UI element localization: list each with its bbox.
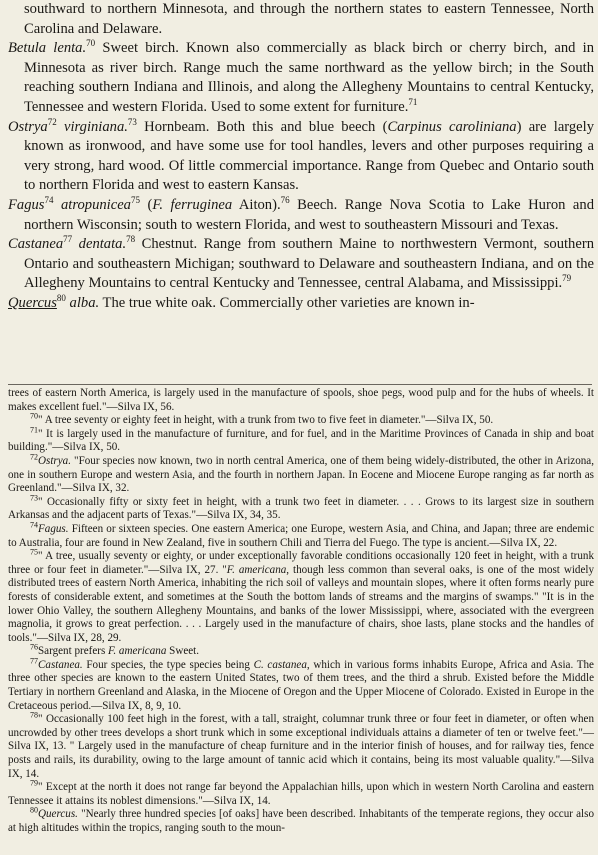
footnote-78 — [8, 710, 594, 781]
footnote-number: 78 — [30, 710, 38, 720]
footnote-genus: Castanea. — [38, 658, 83, 671]
footnote-text: Sargent prefers — [38, 645, 109, 658]
footnote-text: "Nearly three hundred species [of oaks] have been described. Inhabitants of the temperate regions, they occur also at high altitudes within the tropics, ranging south to the moun- — [8, 808, 594, 834]
footnote-number: 71 — [30, 425, 38, 435]
footnote-divider — [8, 384, 592, 385]
species-name: Carpinus caroliniana — [387, 118, 517, 135]
entry-quercus-alba — [8, 294, 594, 314]
footnote-species: F. americana — [108, 645, 167, 658]
footnote-73 — [8, 493, 594, 523]
footnote-text: Fifteen or sixteen species. One eastern America; one Europe, western Asia, and China, and Japan; three are endemic to Australia, four are found in New Zealand, five in southern Chili and Tierra del Fuego. The type is ancient.—Silva IX, 22. — [8, 522, 594, 549]
footnote-genus: Quercus. — [38, 808, 78, 821]
genus-name: Fagus — [8, 196, 45, 213]
footnote-ref: 71 — [408, 97, 418, 108]
entry-text: Sweet birch. Known also commercially as black birch or cherry birch, and in Minnesota as river birch. Range much the same northward as the yellow birch; in the South reaching southern Indiana and Illinois, and along the Allegheny Mountains to central Kentucky, Tennessee and western Florida. Used to some extent for furniture. — [24, 40, 594, 115]
genus-name: Quercus — [8, 294, 57, 311]
footnote-ref: 80 — [56, 293, 66, 304]
footnote-genus: Ostrya. — [38, 454, 71, 467]
entry-castanea-dentata — [8, 235, 594, 294]
footnote-80 — [8, 805, 594, 835]
footnote-text: " A tree seventy or eighty feet in height, with a trunk from two to five feet in diameter."—Silva IX, 50. — [38, 414, 494, 427]
footnotes — [8, 387, 594, 836]
entry-fagus-atropunicea — [8, 196, 594, 235]
footnote-text: " Occasionally fifty or sixty feet in height, with a trunk two feet in diameter. . . . Grows to its largest size in southern Arkansas and the adjacent parts of Texas."—Silva IX, 34, 35. — [8, 495, 594, 522]
entry-text: Chestnut. Range from southern Maine to northwestern Vermont, southern Ontario and southeastern Michigan; southward to Delaware and southeastern Indiana, and on the Allegheny Mountains to central Kentucky and Tennessee, central Alabama, and Mississippi. — [24, 236, 594, 292]
footnote-number: 72 — [30, 452, 38, 462]
footnote-72 — [8, 452, 594, 496]
footnote-genus: Fagus. — [38, 522, 69, 535]
entry-text: Beech. Range Nova Scotia to Lake Huron and northern Wisconsin; south to western Florida, and west to southeastern Missouri and Texas. — [24, 196, 594, 233]
footnote-text: " A tree, usually seventy or eighty, or under exceptionally favorable conditions occasionally 120 feet in height, with a trunk three or four feet in diameter."—Silva IX, 27. " — [8, 550, 594, 576]
footnote-number: 80 — [30, 805, 38, 815]
genus-name: Castanea — [8, 236, 64, 253]
main-text — [8, 0, 594, 314]
footnote-text: " Except at the north it does not range far beyond the Appalachian hills, upon which in western North Carolina and eastern Tennessee it attains its noblest dimensions."—Silva IX, 14. — [8, 781, 594, 807]
footnote-text: Sweet. — [166, 645, 200, 658]
footnote-ref: 75 — [130, 195, 140, 206]
genus-name: Ostrya — [8, 118, 48, 135]
entry-text: Aiton). — [232, 196, 281, 213]
species-name: F. ferruginea — [152, 196, 233, 213]
entry-text: ( — [139, 196, 153, 213]
footnote-ref: 72 — [47, 116, 57, 127]
entry-betula-lenta — [8, 39, 594, 117]
species-name: Betula lenta. — [8, 40, 87, 57]
footnote-text: , which in various forms inhabits Europe, Africa and Asia. The three other species are known to the eastern United States, two of them trees, and the third a shrub. Existed before the Middle Tertiary in northern Greenland and Alaska, in the Miocene of Oregon and the Upper Miocene of Colorado. Existed in Europe in the Cretaceous period.—Silva IX, 8, 9, 10. — [8, 658, 594, 712]
footnote-ref: 77 — [63, 234, 73, 245]
footnote-number: 74 — [30, 520, 38, 530]
footnote-74 — [8, 520, 594, 550]
footnote-ref: 70 — [86, 38, 96, 49]
footnote-text: , though less common than several oaks, is one of the most widely distributed trees of eastern North America, inhabiting the rich soil of valleys and mountain slopes, where it often forms nearly pure forests of considerable extent, and sometimes at the South the bottom lands of streams and the margins of swamps." "It is in the lower Ohio Valley, the southern Allegheny Mountains, and banks of the lower Mississippi, where, associated with the evergreen magnolia, it grows to great perfection. . . . Largely used in the manufacture of chairs, shoe lasts, plane stocks and the handles of tools."—Silva IX, 28, 29. — [8, 563, 595, 644]
footnote-ref: 73 — [127, 116, 137, 127]
footnote-ref: 79 — [562, 273, 572, 284]
entry-text: Hornbeam. Both this and blue beech ( — [136, 118, 388, 135]
footnote-number: 75 — [30, 547, 38, 557]
footnote-71 — [8, 425, 594, 455]
footnote-ref: 76 — [280, 195, 290, 206]
footnote-species: F. americana — [226, 563, 287, 576]
species-name: dentata. — [72, 236, 127, 253]
footnote-continuation: trees of eastern North America, is largely used in the manufacture of spools, shoe pegs, wood pulp and for the hubs of wheels. It makes excellent fuel."—Silva IX, 56. — [8, 387, 594, 413]
footnote-number: 70 — [30, 411, 38, 421]
footnote-75 — [8, 547, 595, 645]
footnote-species: C. castanea — [253, 658, 307, 671]
footnote-text: " It is largely used in the manufacture of furniture, and for fuel, and in the Maritime Provinces of Canada in ship and boat building."—Silva IX, 50. — [8, 427, 594, 454]
footnote-text: Four species, the type species being — [82, 658, 254, 671]
species-name: alba. — [65, 294, 100, 311]
footnote-79 — [8, 778, 594, 808]
footnote-text: " Occasionally 100 feet high in the forest, with a tall, straight, columnar trunk three or four feet in diameter, or often when uncrowded by other trees develops a short trunk which in some exceptional individuals attains a diameter of ten or twelve feet."—Silva IX, 13. " Largely used in the manufacture of cheap furniture and in the interior finish of houses, and for railway ties, fence posts and rails, its durability, owing to the large amount of tannic acid which it contains, being its most valuable quality."—Silva IX, 14. — [8, 713, 594, 780]
species-name: virginiana. — [56, 118, 128, 135]
entry-ostrya-virginiana — [8, 118, 594, 196]
footnote-number: 77 — [30, 656, 38, 666]
footnote-ref: 78 — [126, 234, 136, 245]
species-name: atropunicea — [53, 196, 131, 213]
footnote-77 — [8, 656, 594, 713]
footnote-number: 73 — [30, 493, 38, 503]
footnote-number: 76 — [30, 642, 38, 652]
entry-text: ) are largely known as ironwood, and have some use for tool handles, levers and other purposes requiring a very strong, hard wood. Of little commercial importance. Range from Quebec and Ontario south to northern Florida and west to eastern Kansas. — [24, 118, 595, 194]
footnote-76 — [8, 642, 594, 659]
footnote-text: "Four species now known, two in north central America, one of them being widely-distributed, the other in Arizona, one in southern Europe and western Asia, and the fourth in northern Japan. In Eocene and Miocene Europe ranging as far north as Greenland."—Silva IX, 32. — [8, 454, 594, 495]
paragraph-continuation: southward to northern Minnesota, and through the northern states to eastern Tennessee, North Carolina and Delaware. — [24, 1, 594, 37]
footnote-number: 79 — [30, 778, 38, 788]
entry-text: The true white oak. Commercially other varieties are known in- — [99, 294, 475, 311]
footnote-ref: 74 — [44, 195, 54, 206]
footnote-70 — [8, 411, 594, 428]
